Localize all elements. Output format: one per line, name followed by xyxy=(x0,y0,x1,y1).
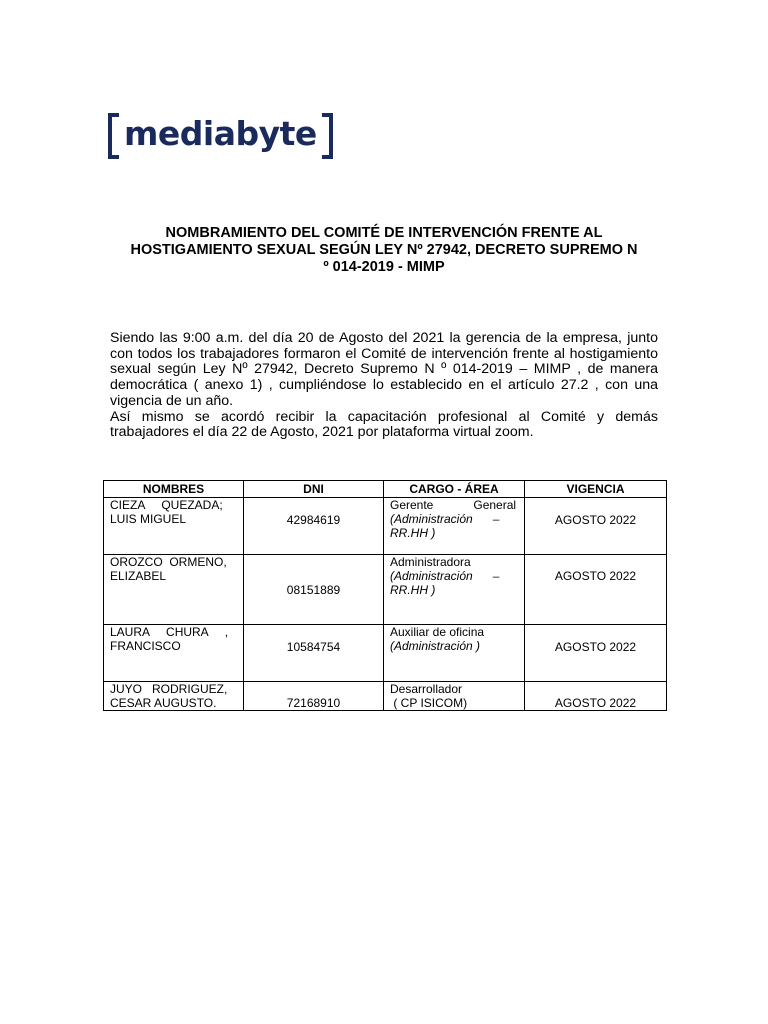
logo-wordmark: mediabyte xyxy=(124,113,317,153)
paragraph-1: Siendo las 9:00 a.m. del día 20 de Agosto del 2021 la gerencia de la empresa, junto con todos los trabajadores formaron el Comité de intervención frente al hostigamiento sexual según Ley Nº 27942, Decreto Supremo N º 014-2019 – MIMP , de manera democrática ( anexo 1) , cumpliéndose lo establecido en el artículo 27.2 , con una vigencia de un año. xyxy=(110,330,658,409)
cargo-cell xyxy=(384,682,525,711)
vigencia-cell: AGOSTO 2022 xyxy=(525,498,667,555)
header-vigencia: VIGENCIA xyxy=(525,481,667,498)
document-title xyxy=(104,225,664,276)
body-text xyxy=(110,331,658,441)
header-cargo-area: CARGO - ÁREA xyxy=(384,481,525,498)
dni-cell: 10584754 xyxy=(244,625,384,682)
cargo-text: Gerente General xyxy=(390,498,517,512)
area-text: (Administración – xyxy=(390,512,500,526)
name-line-1: CIEZA QUEZADA; xyxy=(110,498,223,512)
dni-cell: 72168910 xyxy=(244,682,384,711)
cargo-cell xyxy=(384,498,525,555)
title-line-1: NOMBRAMIENTO DEL COMITÉ DE INTERVENCIÓN FRENTE AL xyxy=(165,225,603,241)
area-text: (Administración ) xyxy=(390,639,481,653)
name-line-1: JUYO RODRIGUEZ, xyxy=(110,682,228,696)
vigencia-cell: AGOSTO 2022 xyxy=(525,625,667,682)
name-line-2: CESAR AUGUSTO. xyxy=(110,696,217,710)
cargo-text: Administradora xyxy=(390,555,471,569)
title-line-2: HOSTIGAMIENTO SEXUAL SEGÚN LEY Nº 27942, DECRETO SUPREMO N xyxy=(130,242,638,258)
table-header-row xyxy=(104,481,667,498)
name-cell xyxy=(104,498,244,555)
committee-table xyxy=(103,480,667,711)
logo-left-bracket xyxy=(108,113,119,159)
name-line-1: OROZCO ORMENO, xyxy=(110,555,227,569)
cargo-cell xyxy=(384,555,525,625)
name-line-1: LAURA CHURA , xyxy=(110,625,229,639)
paragraph-2: Así mismo se acordó recibir la capacitación profesional al Comité y demás trabajadores el día 22 de Agosto, 2021 por plataforma virtual zoom. xyxy=(110,408,658,441)
name-cell xyxy=(104,555,244,625)
area-text: (Administración – xyxy=(390,569,500,583)
name-line-2: ELIZABEL xyxy=(110,569,167,583)
dni-cell: 08151889 xyxy=(244,555,384,625)
header-nombres: NOMBRES xyxy=(104,481,244,498)
area-text-2: RR.HH ) xyxy=(390,526,436,540)
area-text: ( CP ISICOM) xyxy=(390,696,468,710)
dni-cell: 42984619 xyxy=(244,498,384,555)
area-text-2: RR.HH ) xyxy=(390,583,436,597)
title-line-3: º 014-2019 - MIMP xyxy=(323,259,445,275)
table-row xyxy=(104,625,667,682)
header-dni: DNI xyxy=(244,481,384,498)
cargo-text: Auxiliar de oficina xyxy=(390,625,485,639)
cargo-cell xyxy=(384,625,525,682)
vigencia-cell: AGOSTO 2022 xyxy=(525,682,667,711)
table-row xyxy=(104,555,667,625)
logo-right-bracket xyxy=(322,113,333,159)
name-cell xyxy=(104,625,244,682)
name-line-2: LUIS MIGUEL xyxy=(110,512,187,526)
table-row xyxy=(104,498,667,555)
vigencia-cell: AGOSTO 2022 xyxy=(525,555,667,625)
mediabyte-logo xyxy=(108,111,333,161)
name-cell xyxy=(104,682,244,711)
table-row xyxy=(104,682,667,711)
name-line-2: FRANCISCO xyxy=(110,639,181,653)
cargo-text: Desarrollador xyxy=(390,682,463,696)
